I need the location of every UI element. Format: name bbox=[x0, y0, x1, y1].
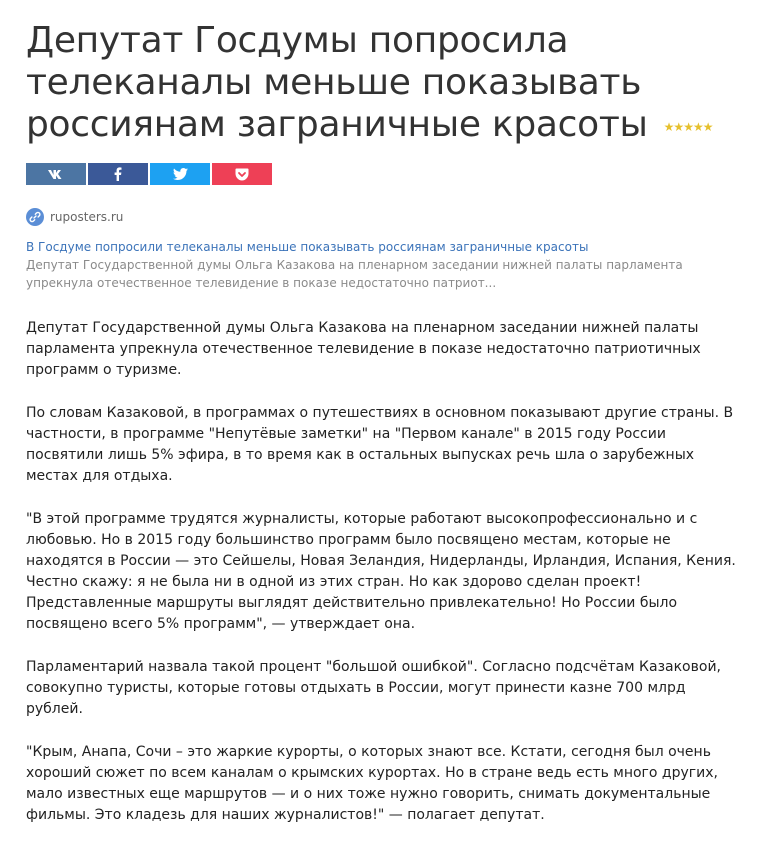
share-facebook-button[interactable] bbox=[88, 163, 148, 185]
pocket-icon bbox=[235, 168, 249, 181]
article-title-text: Депутат Госдумы попросила телеканалы меньше показывать россиянам заграничные красоты bbox=[26, 20, 648, 145]
source-line bbox=[26, 207, 746, 227]
share-twitter-button[interactable] bbox=[150, 163, 210, 185]
share-pocket-button[interactable] bbox=[212, 163, 272, 185]
article-container bbox=[26, 0, 746, 848]
source-name[interactable]: ruposters.ru bbox=[50, 210, 124, 224]
rating-stars[interactable] bbox=[664, 99, 713, 141]
star-icon[interactable]: ★★★★★ bbox=[663, 120, 713, 134]
paragraph: Депутат Государственной думы Ольга Казакова на пленарном заседании нижней палаты парламента упрекнула отечественное телевидение в показе недостаточно патриотичных программ о туризме. bbox=[26, 320, 701, 378]
article-title bbox=[26, 20, 746, 147]
share-vk-button[interactable] bbox=[26, 163, 86, 185]
paragraph: "Крым, Анапа, Сочи – это жаркие курорты, о которых знают все. Кстати, сегодня был очень хороший сюжет по всем каналам о крымских курортах. Но в стране ведь есть много других, мало известных еще маршрутов — и о них тоже нужно говорить, снимать документальные фильмы. Это кладезь для наших журналистов!" — полагает депутат. bbox=[26, 744, 718, 823]
paragraph: Парламентарий назвала такой процент "большой ошибкой". Согласно подсчётам Казаковой, совокупно туристы, которые готовы отдыхать в России, могут принести казне 700 млрд рублей. bbox=[26, 659, 721, 717]
vk-icon bbox=[47, 169, 65, 180]
source-link-description: Депутат Государственной думы Ольга Казакова на пленарном заседании нижней палаты парламента упрекнула отечественное телевидение в показе недостаточно патриот... bbox=[26, 258, 683, 290]
paragraph: "В этой программе трудятся журналисты, которые работают высокопрофессионально и с любовью. Но в 2015 году большинство программ было посвящено местам, которые не находятся в России — это Сейшелы, Новая Зеландия, Нидерланды, Ирландия, Испания, Кения. Честно скажу: я не была ни в одной из этих стран. Но как здорово сделан проект! Представленные маршруты выглядят действительно привлекательно! Но России было посвящено всего 5% программ", — утверждает она. bbox=[26, 511, 736, 632]
paragraph: По словам Казаковой, в программах о путешествиях в основном показывают другие страны. В частности, в программе "Непутёвые заметки" на "Первом канале" в 2015 году России посвятили лишь 5% эфира, в то время как в остальных выпусках речь шла о зарубежных местах для отдыха. bbox=[26, 405, 734, 484]
article-body bbox=[26, 318, 746, 826]
facebook-icon bbox=[114, 167, 122, 181]
twitter-icon bbox=[173, 168, 188, 180]
source-link-title[interactable]: В Госдуме попросили телеканалы меньше показывать россиянам заграничные красоты bbox=[26, 240, 589, 254]
share-bar bbox=[26, 163, 746, 185]
link-icon bbox=[26, 208, 44, 226]
